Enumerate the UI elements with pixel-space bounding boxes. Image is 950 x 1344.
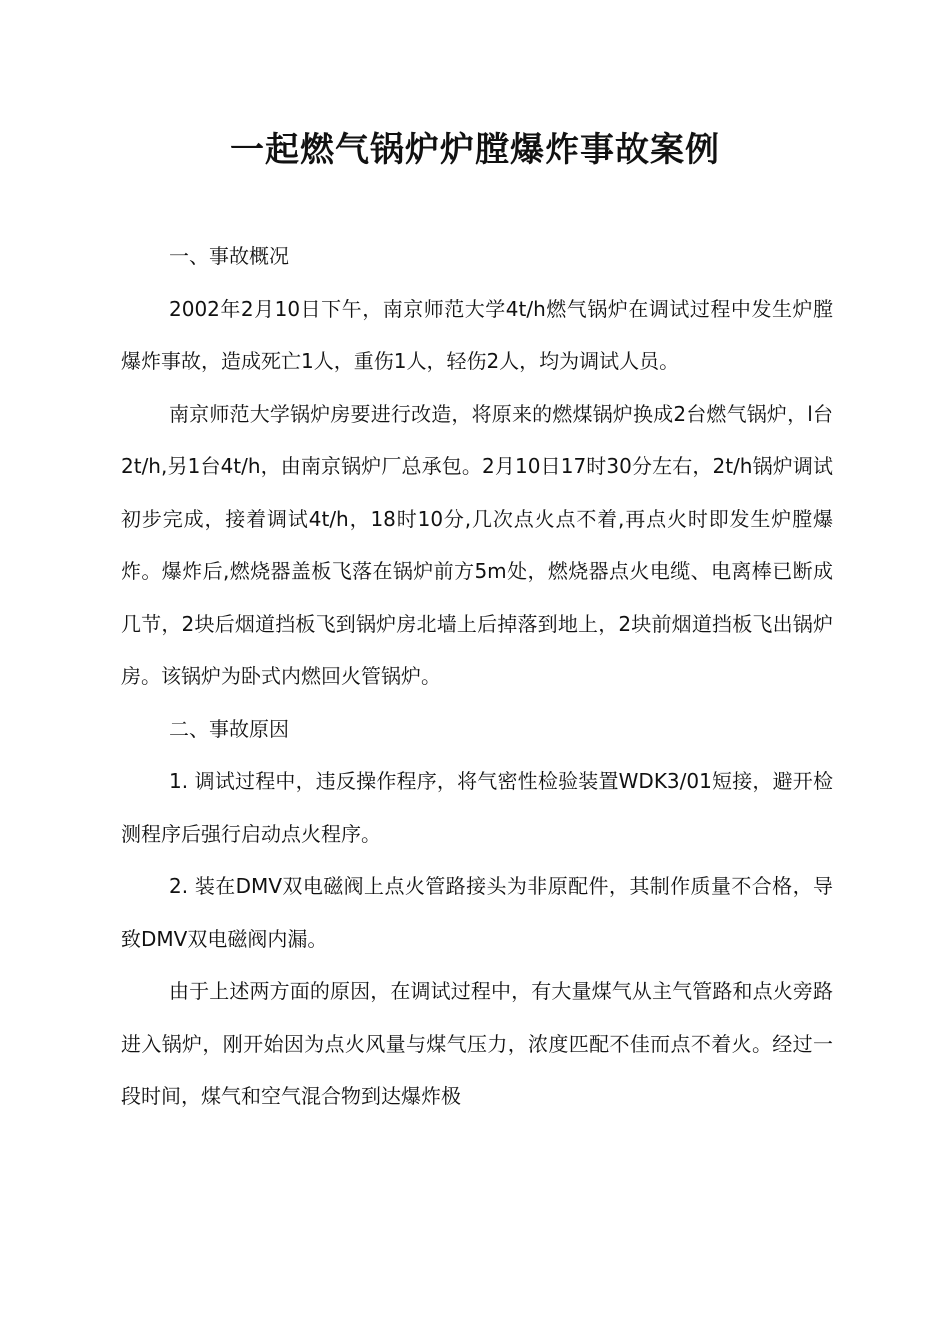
cause-item-1: 1. 调试过程中，违反操作程序，将气密性检验装置WDK3/01短接，避开检测程序后强行启动点火程序。 (121, 769, 833, 846)
document-title: 一起燃气锅炉炉膛爆炸事故案例 (230, 130, 720, 170)
section-heading-overview: 一、事故概况 (169, 244, 289, 268)
section-heading-cause: 二、事故原因 (169, 716, 289, 741)
document-body (121, 230, 833, 1123)
paragraph-overview-1: 2002年2月10日下午，南京师范大学4t/h燃气锅炉在调试过程中发生炉膛爆炸事故，造成死亡1人，重伤1人，轻伤2人，均为调试人员。 (121, 296, 833, 373)
paragraph-cause-3: 由于上述两方面的原因，在调试过程中，有大量煤气从主气管路和点火旁路进入锅炉，刚开始因为点火风量与煤气压力，浓度匹配不佳而点不着火。经过一段时间，煤气和空气混合物到达爆炸极 (121, 979, 833, 1108)
paragraph-overview-2: 南京师范大学锅炉房要进行改造，将原来的燃煤锅炉换成2台燃气锅炉，l台2t/h,另1台4t/h，由南京锅炉厂总承包。2月10日17时30分左右，2t/h锅炉调试初步完成，接着调试4t/h，18时10分,几次点火点不着,再点火时即发生炉膛爆炸。爆炸后,燃烧器盖板飞落在锅炉前方5m处，燃烧器点火电缆、电离棒已断成几节，2块后烟道挡板飞到锅炉房北墙上后掉落到地上，2块前烟道挡板飞出锅炉房。该锅炉为卧式内燃回火管锅炉。 (121, 401, 833, 688)
cause-item-2: 2. 装在DMV双电磁阀上点火管路接头为非原配件，其制作质量不合格，导致DMV双电磁阀内漏。 (121, 874, 833, 951)
